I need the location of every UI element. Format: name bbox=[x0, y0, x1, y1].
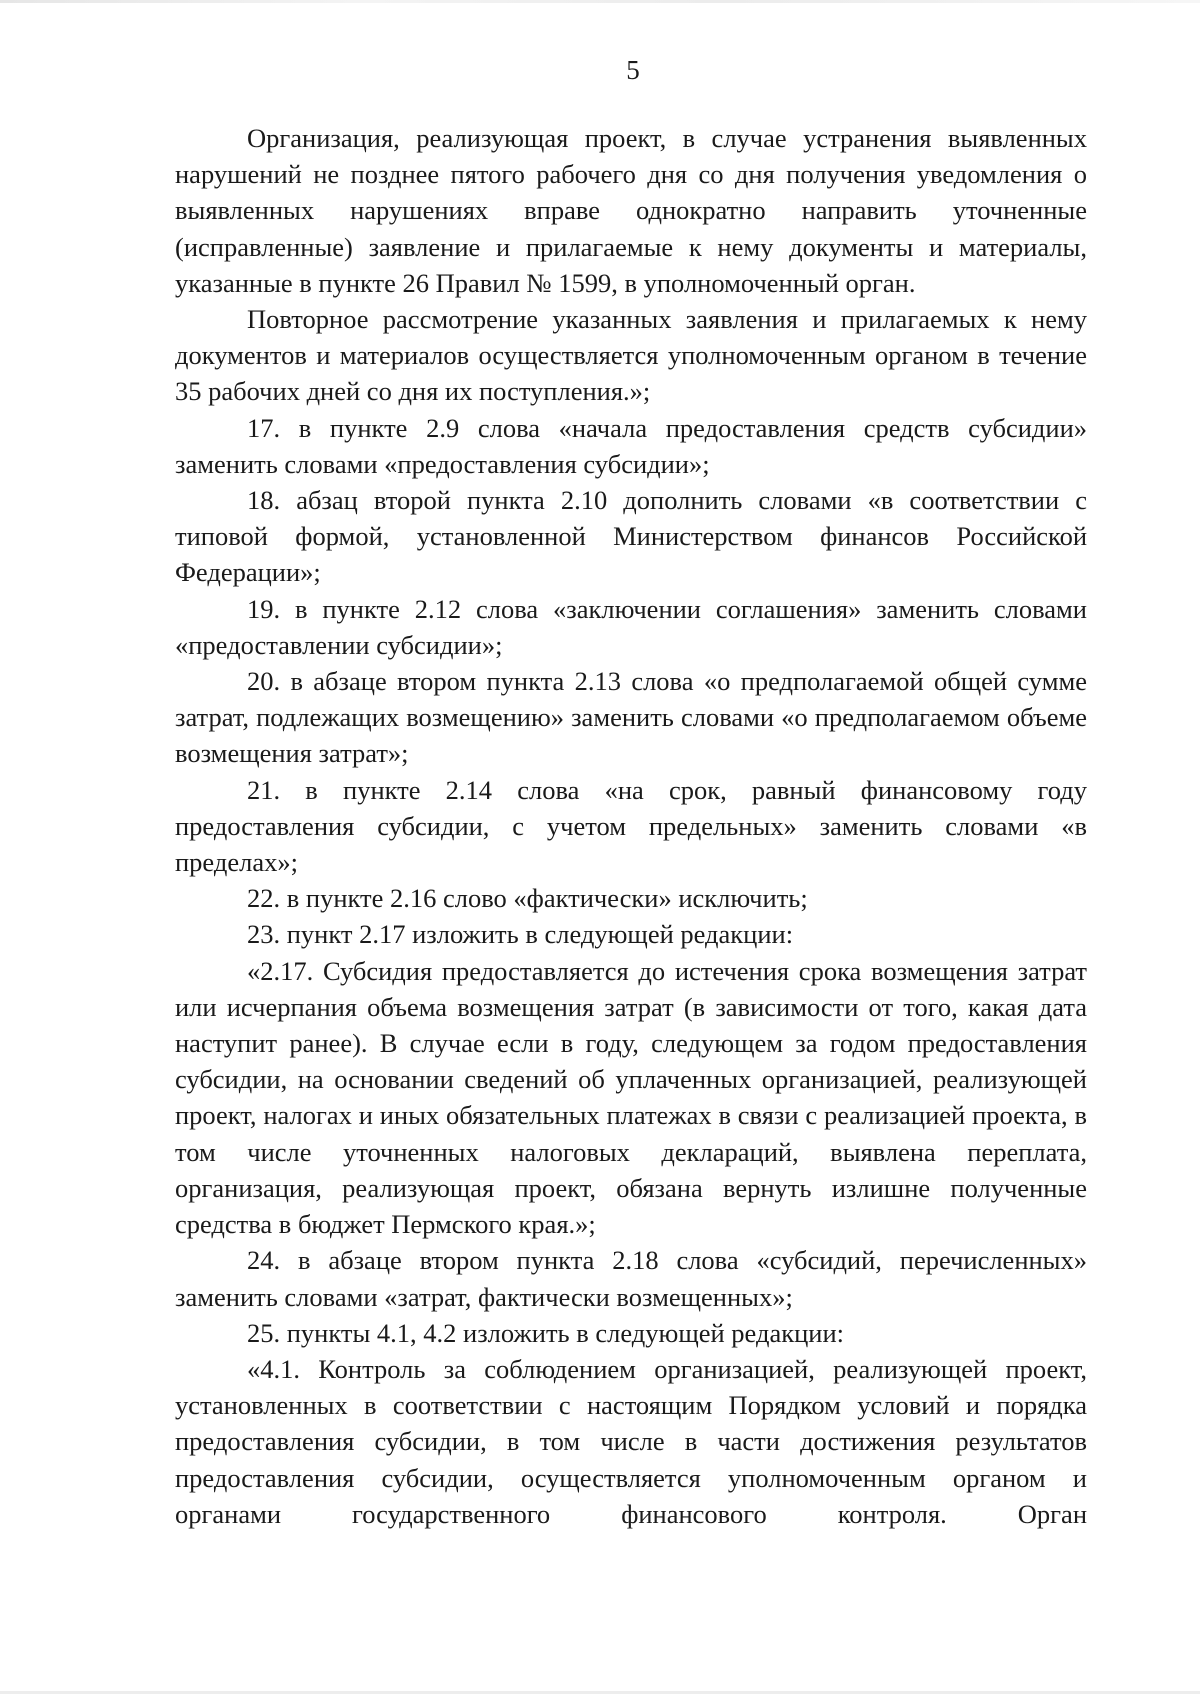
paragraph-clause-2-17: «2.17. Субсидия предоставляется до истечения срока возмещения затрат или исчерпания объема возмещения затрат (в зависимости от того, какая дата наступит ранее). В случае если в году, следующем за годом предоставления субсидии, на основании сведений об уплаченных организацией, реализующей проект, налогах и иных обязательных платежах в связи с реализацией проекта, в том числе уточненных налоговых деклараций, выявлена переплата, организация, реализующая проект, обязана вернуть излишне полученные средства в бюджет Пермского края.»; bbox=[175, 955, 1087, 1240]
paragraph-item-23: 23. пункт 2.17 изложить в следующей редакции: bbox=[247, 919, 794, 950]
paragraph-item-24: 24. в абзаце втором пункта 2.18 слова «субсидий, перечисленных» заменить словами «затрат, фактически возмещенных»; bbox=[175, 1245, 1087, 1312]
document-body bbox=[175, 120, 1087, 1532]
page-number: 5 bbox=[626, 55, 640, 85]
paragraph-item-19: 19. в пункте 2.12 слова «заключении соглашения» заменить словами «предоставлении субсидии»; bbox=[175, 593, 1087, 660]
paragraph-item-18: 18. абзац второй пункта 2.10 дополнить словами «в соответствии с типовой формой, установленной Министерством финансов Российской Федерации»; bbox=[175, 485, 1087, 588]
paragraph-resubmission: Организация, реализующая проект, в случае устранения выявленных нарушений не позднее пятого рабочего дня со дня получения уведомления о выявленных нарушениях вправе однократно направить уточненные (исправленные) заявление и прилагаемые к нему документы и материалы, указанные в пункте 26 Правил № 1599, в уполномоченный орган. bbox=[175, 123, 1087, 298]
paragraph-item-17: 17. в пункте 2.9 слова «начала предоставления средств субсидии» заменить словами «предоставления субсидии»; bbox=[175, 412, 1087, 479]
paragraph-repeat-review: Повторное рассмотрение указанных заявления и прилагаемых к нему документов и материалов осуществляется уполномоченным органом в течение 35 рабочих дней со дня их поступления.»; bbox=[175, 304, 1087, 407]
paragraph-item-21: 21. в пункте 2.14 слова «на срок, равный финансовому году предоставления субсидии, с учетом предельных» заменить словами «в пределах»; bbox=[175, 774, 1087, 878]
paragraph-clause-4-1: «4.1. Контроль за соблюдением организацией, реализующей проект, установленных в соответствии с настоящим Порядком условий и порядка предоставления субсидии, в том числе в части достижения результатов предоставления субсидии, осуществляется уполномоченным органом и органами государственного финансового контроля. Орган bbox=[175, 1353, 1087, 1529]
scan-edge-top bbox=[0, 0, 1200, 3]
paragraph-item-20: 20. в абзаце втором пункта 2.13 слова «о предполагаемой общей сумме затрат, подлежащих возмещению» заменить словами «о предполагаемом объеме возмещения затрат»; bbox=[175, 666, 1087, 769]
paragraph-item-22: 22. в пункте 2.16 слово «фактически» исключить; bbox=[247, 883, 808, 914]
paragraph-item-25: 25. пункты 4.1, 4.2 изложить в следующей редакции: bbox=[247, 1317, 845, 1348]
